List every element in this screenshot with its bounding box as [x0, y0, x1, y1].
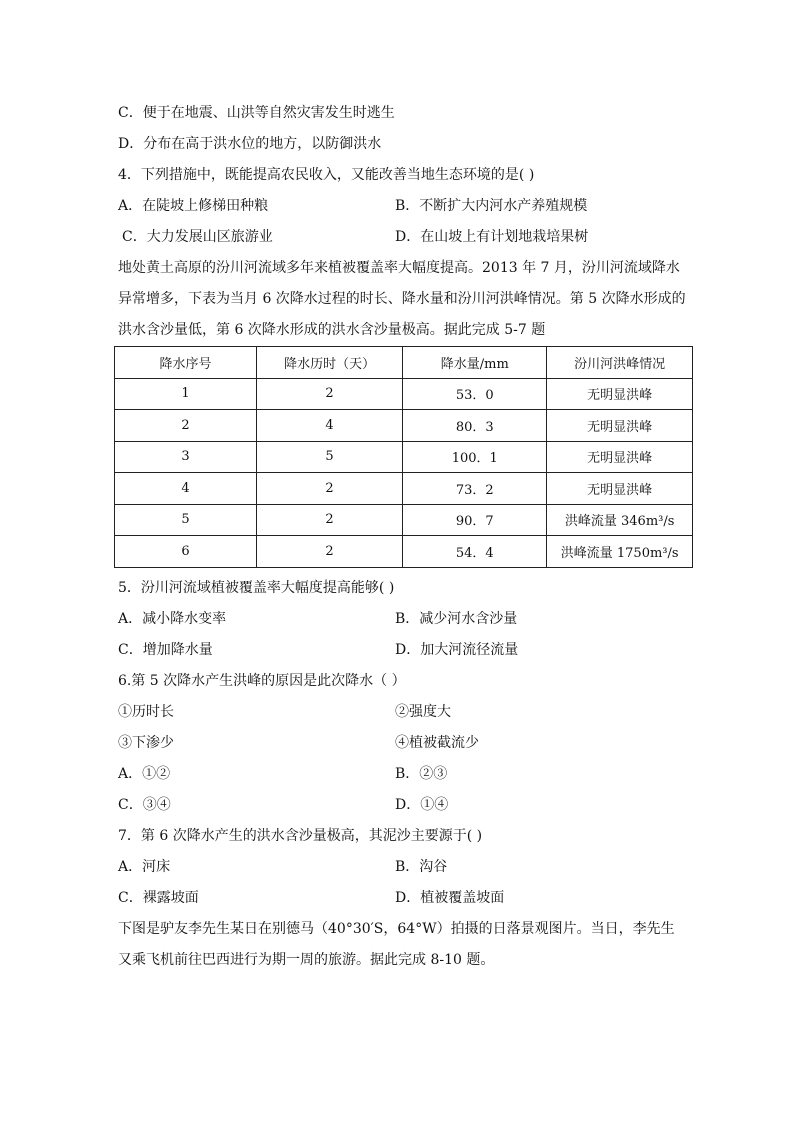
passage1-line3: 洪水含沙量低，第 6 次降水形成的洪水含沙量极高。据此完成 5-7 题	[118, 322, 546, 338]
table-header-cell: 降水量/mm	[403, 347, 547, 379]
table-row	[115, 378, 693, 410]
table-cell: 2	[256, 473, 402, 505]
q4-option-a: A．在陡坡上修梯田种粮	[118, 198, 269, 214]
passage2-line2: 又乘飞机前往巴西进行为期一周的旅游。据此完成 8-10 题。	[118, 952, 495, 968]
q4-option-c: C．大力发展山区旅游业	[122, 229, 273, 245]
q5-option-a: A．减小降水变率	[118, 611, 227, 627]
table-header-cell: 汾川河洪峰情况	[547, 347, 693, 379]
table-header-cell: 降水历时（天）	[256, 347, 402, 379]
table-cell: 80．3	[403, 410, 547, 442]
table-cell: 无明显洪峰	[547, 441, 693, 473]
q6-choice-2: ②强度大	[395, 704, 451, 720]
table-row	[115, 410, 693, 442]
table-row	[115, 536, 693, 568]
q7-option-d: D．植被覆盖坡面	[395, 890, 505, 906]
q6-option-d: D．①④	[395, 797, 449, 813]
q6-choice-3: ③下渗少	[118, 735, 174, 751]
q5-option-d: D．加大河流径流量	[395, 642, 519, 658]
table-row	[115, 441, 693, 473]
table-row	[115, 473, 693, 505]
table-cell: 6	[115, 536, 257, 568]
table-cell: 2	[256, 536, 402, 568]
q7-stem: 7．第 6 次降水产生的洪水含沙量极高，其泥沙主要源于( )	[118, 828, 483, 844]
table-cell: 54．4	[403, 536, 547, 568]
q3-option-c: C．便于在地震、山洪等自然灾害发生时逃生	[118, 105, 395, 121]
table-cell: 1	[115, 378, 257, 410]
q7-option-c: C．裸露坡面	[118, 890, 199, 906]
q6-option-c: C．③④	[118, 797, 171, 813]
table-cell: 无明显洪峰	[547, 378, 693, 410]
table-cell: 无明显洪峰	[547, 473, 693, 505]
passage1-line1: 地处黄土高原的汾川河流域多年来植被覆盖率大幅度提高。2013 年 7 月，汾川河流域降水	[118, 260, 680, 276]
rainfall-table	[114, 346, 693, 568]
table-header-cell: 降水序号	[115, 347, 257, 379]
q5-option-c: C．增加降水量	[118, 642, 213, 658]
q7-option-a: A．河床	[118, 859, 171, 875]
q4-option-d: D．在山坡上有计划地栽培果树	[395, 229, 589, 245]
table-cell: 洪峰流量 1750m³/s	[547, 536, 693, 568]
q5-stem: 5．汾川河流域植被覆盖率大幅度提高能够( )	[118, 580, 395, 596]
table-cell: 100．1	[403, 441, 547, 473]
table-cell: 无明显洪峰	[547, 410, 693, 442]
q6-stem: 6.第 5 次降水产生洪峰的原因是此次降水（ ）	[118, 673, 406, 689]
q7-option-b: B．沟谷	[395, 859, 448, 875]
table-cell: 73．2	[403, 473, 547, 505]
q4-option-b: B．不断扩大内河水产养殖规模	[395, 198, 588, 214]
q6-choice-4: ④植被截流少	[395, 735, 479, 751]
table-row	[115, 504, 693, 536]
passage2-line1: 下图是驴友李先生某日在别德马（40°30′S，64°W）拍摄的日落景观图片。当日，李先生	[118, 921, 675, 937]
table-cell: 2	[256, 378, 402, 410]
q6-option-b: B．②③	[395, 766, 448, 782]
table-cell: 5	[115, 504, 257, 536]
table-cell: 4	[115, 473, 257, 505]
table-cell: 2	[115, 410, 257, 442]
table-cell: 2	[256, 504, 402, 536]
table-cell: 90．7	[403, 504, 547, 536]
table-cell: 3	[115, 441, 257, 473]
table-cell: 洪峰流量 346m³/s	[547, 504, 693, 536]
q6-option-a: A．①②	[118, 766, 171, 782]
passage1-line2: 异常增多，下表为当月 6 次降水过程的时长、降水量和汾川河洪峰情况。第 5 次降水形成的	[118, 291, 686, 307]
table-header-row	[115, 347, 693, 379]
table-cell: 53．0	[403, 378, 547, 410]
table-cell: 4	[256, 410, 402, 442]
q6-choice-1: ①历时长	[118, 704, 174, 720]
q5-option-b: B．减少河水含沙量	[395, 611, 518, 627]
q3-option-d: D．分布在高于洪水位的地方，以防御洪水	[118, 136, 382, 152]
table-cell: 5	[256, 441, 402, 473]
q4-stem: 4．下列措施中，既能提高农民收入，又能改善当地生态环境的是( )	[118, 167, 535, 183]
